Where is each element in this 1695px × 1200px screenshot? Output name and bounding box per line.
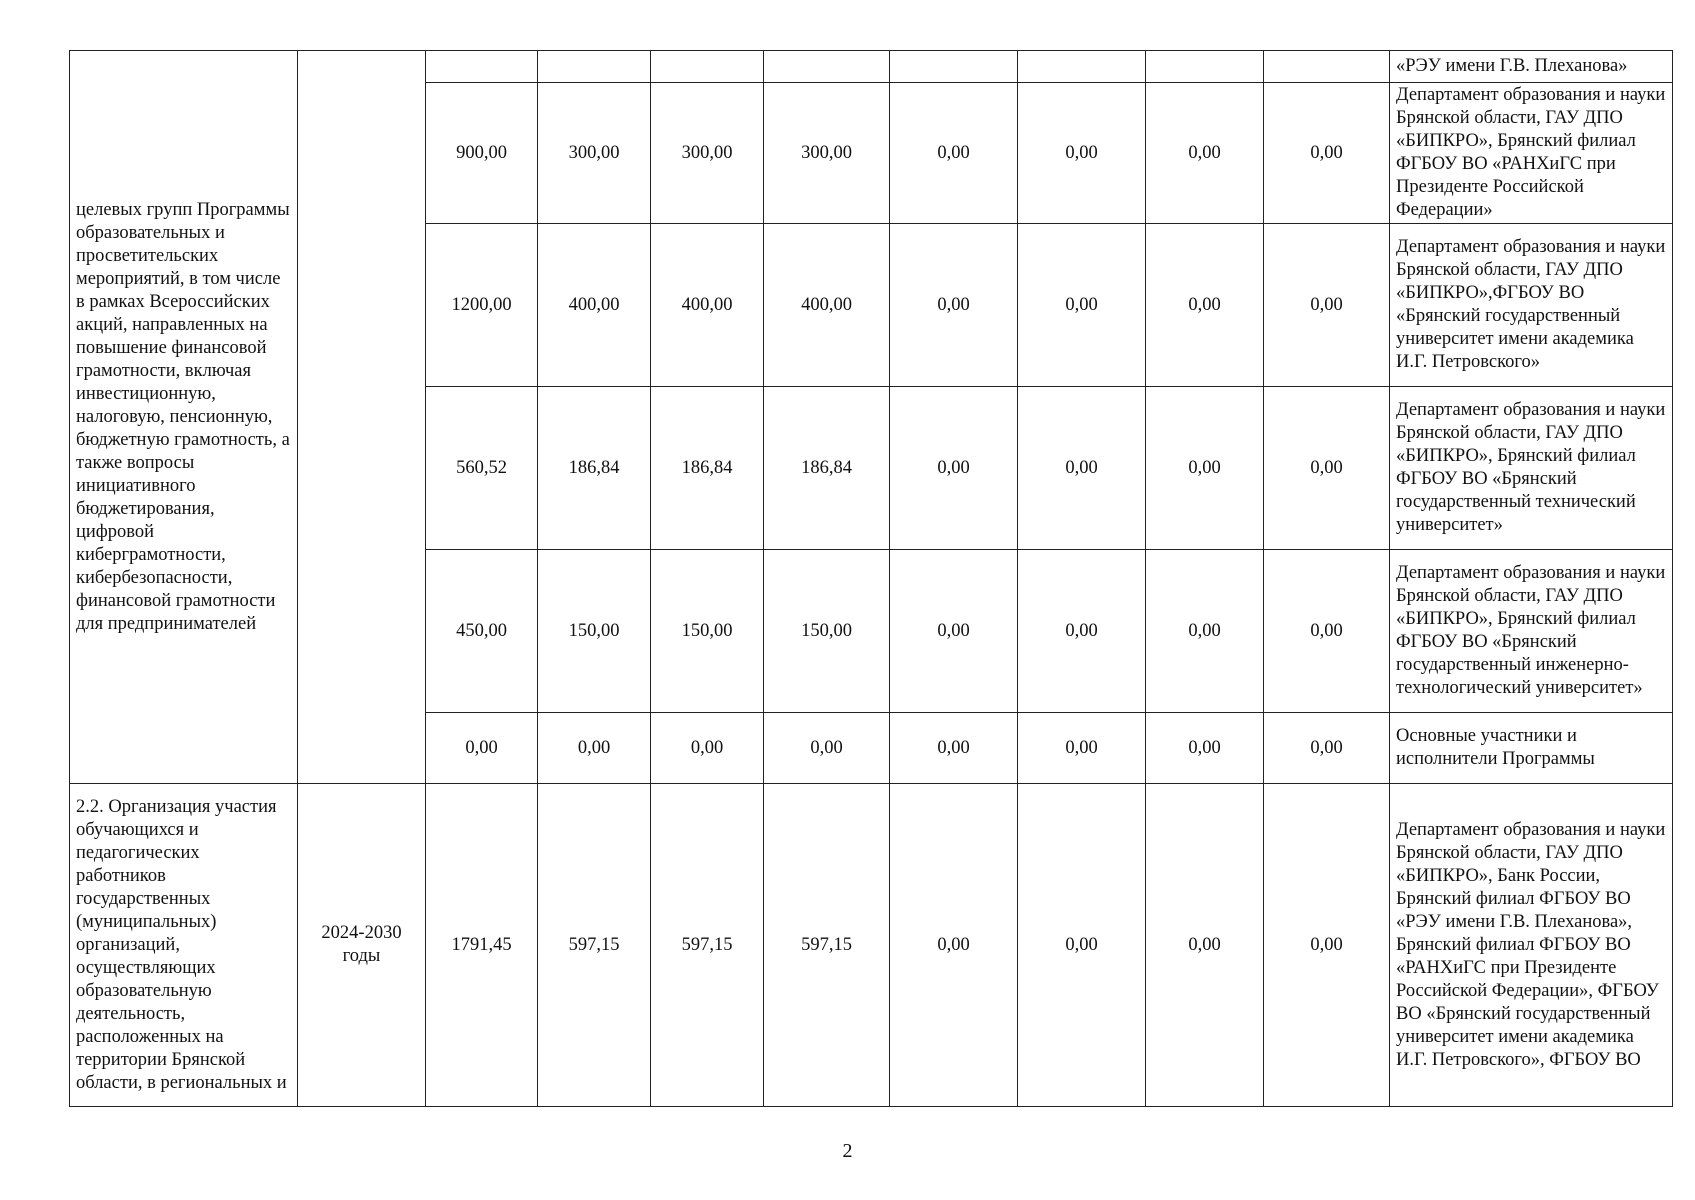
period-cell bbox=[298, 784, 426, 1107]
value-cell: 0,00 bbox=[890, 713, 1018, 784]
executor-cell: Основные участники и исполнители Программы bbox=[1390, 713, 1673, 784]
value-cell: 0,00 bbox=[1146, 713, 1264, 784]
value-cell bbox=[764, 51, 890, 83]
value-cell: 0,00 bbox=[1018, 224, 1146, 387]
value-cell: 900,00 bbox=[426, 83, 538, 224]
period-cell bbox=[298, 51, 426, 784]
value-cell: 0,00 bbox=[1264, 387, 1390, 550]
value-cell bbox=[1146, 51, 1264, 83]
value-cell: 150,00 bbox=[538, 550, 651, 713]
value-cell: 400,00 bbox=[764, 224, 890, 387]
executor-cell: Департамент образования и науки Брянской области, ГАУ ДПО «БИПКРО», Брянский филиал ФГБОУ ВО «Брянский государственный технический университет» bbox=[1390, 387, 1673, 550]
value-cell: 0,00 bbox=[890, 550, 1018, 713]
executor-cell: Департамент образования и науки Брянской области, ГАУ ДПО «БИПКРО», Брянский филиал ФГБОУ ВО «РАНХиГС при Президенте Российской Федерации» bbox=[1390, 83, 1673, 224]
executor-cell: Департамент образования и науки Брянской области, ГАУ ДПО «БИПКРО», Банк России, Брянский филиал ФГБОУ ВО «РЭУ имени Г.В. Плеханова», Брянский филиал ФГБОУ ВО «РАНХиГС при Президенте Российской Федерации», ФГБОУ ВО «Брянский государственный университет имени академика И.Г. Петровского», ФГБОУ ВО bbox=[1390, 784, 1673, 1107]
value-cell: 0,00 bbox=[1264, 784, 1390, 1107]
value-cell: 300,00 bbox=[651, 83, 764, 224]
page-number: 2 bbox=[842, 1140, 853, 1162]
value-cell: 0,00 bbox=[1264, 713, 1390, 784]
value-cell: 1200,00 bbox=[426, 224, 538, 387]
value-cell: 0,00 bbox=[1146, 224, 1264, 387]
budget-table bbox=[69, 50, 1673, 1107]
value-cell: 0,00 bbox=[1264, 224, 1390, 387]
executor-cell: Департамент образования и науки Брянской области, ГАУ ДПО «БИПКРО», Брянский филиал ФГБОУ ВО «Брянский государственный инженерно-технологический университет» bbox=[1390, 550, 1673, 713]
value-cell: 0,00 bbox=[538, 713, 651, 784]
value-cell: 300,00 bbox=[764, 83, 890, 224]
value-cell: 0,00 bbox=[426, 713, 538, 784]
value-cell: 0,00 bbox=[890, 83, 1018, 224]
activity-name-cell bbox=[70, 784, 298, 1107]
value-cell: 450,00 bbox=[426, 550, 538, 713]
value-cell: 186,84 bbox=[538, 387, 651, 550]
period: 2024-2030 годы bbox=[321, 923, 402, 966]
value-cell: 300,00 bbox=[538, 83, 651, 224]
value-cell: 186,84 bbox=[651, 387, 764, 550]
value-cell: 0,00 bbox=[1018, 83, 1146, 224]
activity-name-cell bbox=[70, 51, 298, 784]
value-cell: 0,00 bbox=[1018, 550, 1146, 713]
value-cell: 0,00 bbox=[651, 713, 764, 784]
activity-name: целевых групп Программы образовательных и просветительских мероприятий, в том числе в рамках Всероссийских акций, направленных на повышение финансовой грамотности, включая инвестиционную, налоговую, пенсионную, бюджетную грамотность, а также вопросы инициативного бюджетирования, цифровой киберграмотности, кибербезопасности, финансовой грамотности для предпринимателей bbox=[76, 199, 290, 634]
value-cell bbox=[538, 51, 651, 83]
value-cell: 0,00 bbox=[890, 784, 1018, 1107]
value-cell: 0,00 bbox=[1264, 550, 1390, 713]
value-cell: 560,52 bbox=[426, 387, 538, 550]
executor-cell: Департамент образования и науки Брянской области, ГАУ ДПО «БИПКРО»,ФГБОУ ВО «Брянский государственный университет имени академика И.Г. Петровского» bbox=[1390, 224, 1673, 387]
value-cell: 597,15 bbox=[651, 784, 764, 1107]
value-cell: 0,00 bbox=[890, 387, 1018, 550]
value-cell: 0,00 bbox=[1146, 784, 1264, 1107]
value-cell: 0,00 bbox=[1018, 784, 1146, 1107]
value-cell bbox=[1264, 51, 1390, 83]
value-cell bbox=[426, 51, 538, 83]
value-cell: 1791,45 bbox=[426, 784, 538, 1107]
activity-name: 2.2. Организация участия обучающихся и педагогических работников государственных (муниципальных) организаций, осуществляющих образовательную деятельность, расположенных на территории Брянской области, в региональных и bbox=[76, 796, 287, 1093]
value-cell: 0,00 bbox=[1018, 713, 1146, 784]
value-cell: 400,00 bbox=[538, 224, 651, 387]
value-cell bbox=[1018, 51, 1146, 83]
value-cell: 0,00 bbox=[1146, 83, 1264, 224]
value-cell: 0,00 bbox=[764, 713, 890, 784]
value-cell: 0,00 bbox=[890, 224, 1018, 387]
value-cell: 150,00 bbox=[651, 550, 764, 713]
value-cell: 0,00 bbox=[1146, 550, 1264, 713]
value-cell: 0,00 bbox=[1018, 387, 1146, 550]
table-row bbox=[70, 784, 1673, 1107]
value-cell: 0,00 bbox=[1146, 387, 1264, 550]
table-row bbox=[70, 51, 1673, 83]
value-cell: 0,00 bbox=[1264, 83, 1390, 224]
value-cell: 597,15 bbox=[764, 784, 890, 1107]
value-cell: 597,15 bbox=[538, 784, 651, 1107]
executor-cell: «РЭУ имени Г.В. Плеханова» bbox=[1390, 51, 1673, 83]
value-cell: 400,00 bbox=[651, 224, 764, 387]
value-cell bbox=[651, 51, 764, 83]
value-cell: 186,84 bbox=[764, 387, 890, 550]
value-cell bbox=[890, 51, 1018, 83]
value-cell: 150,00 bbox=[764, 550, 890, 713]
